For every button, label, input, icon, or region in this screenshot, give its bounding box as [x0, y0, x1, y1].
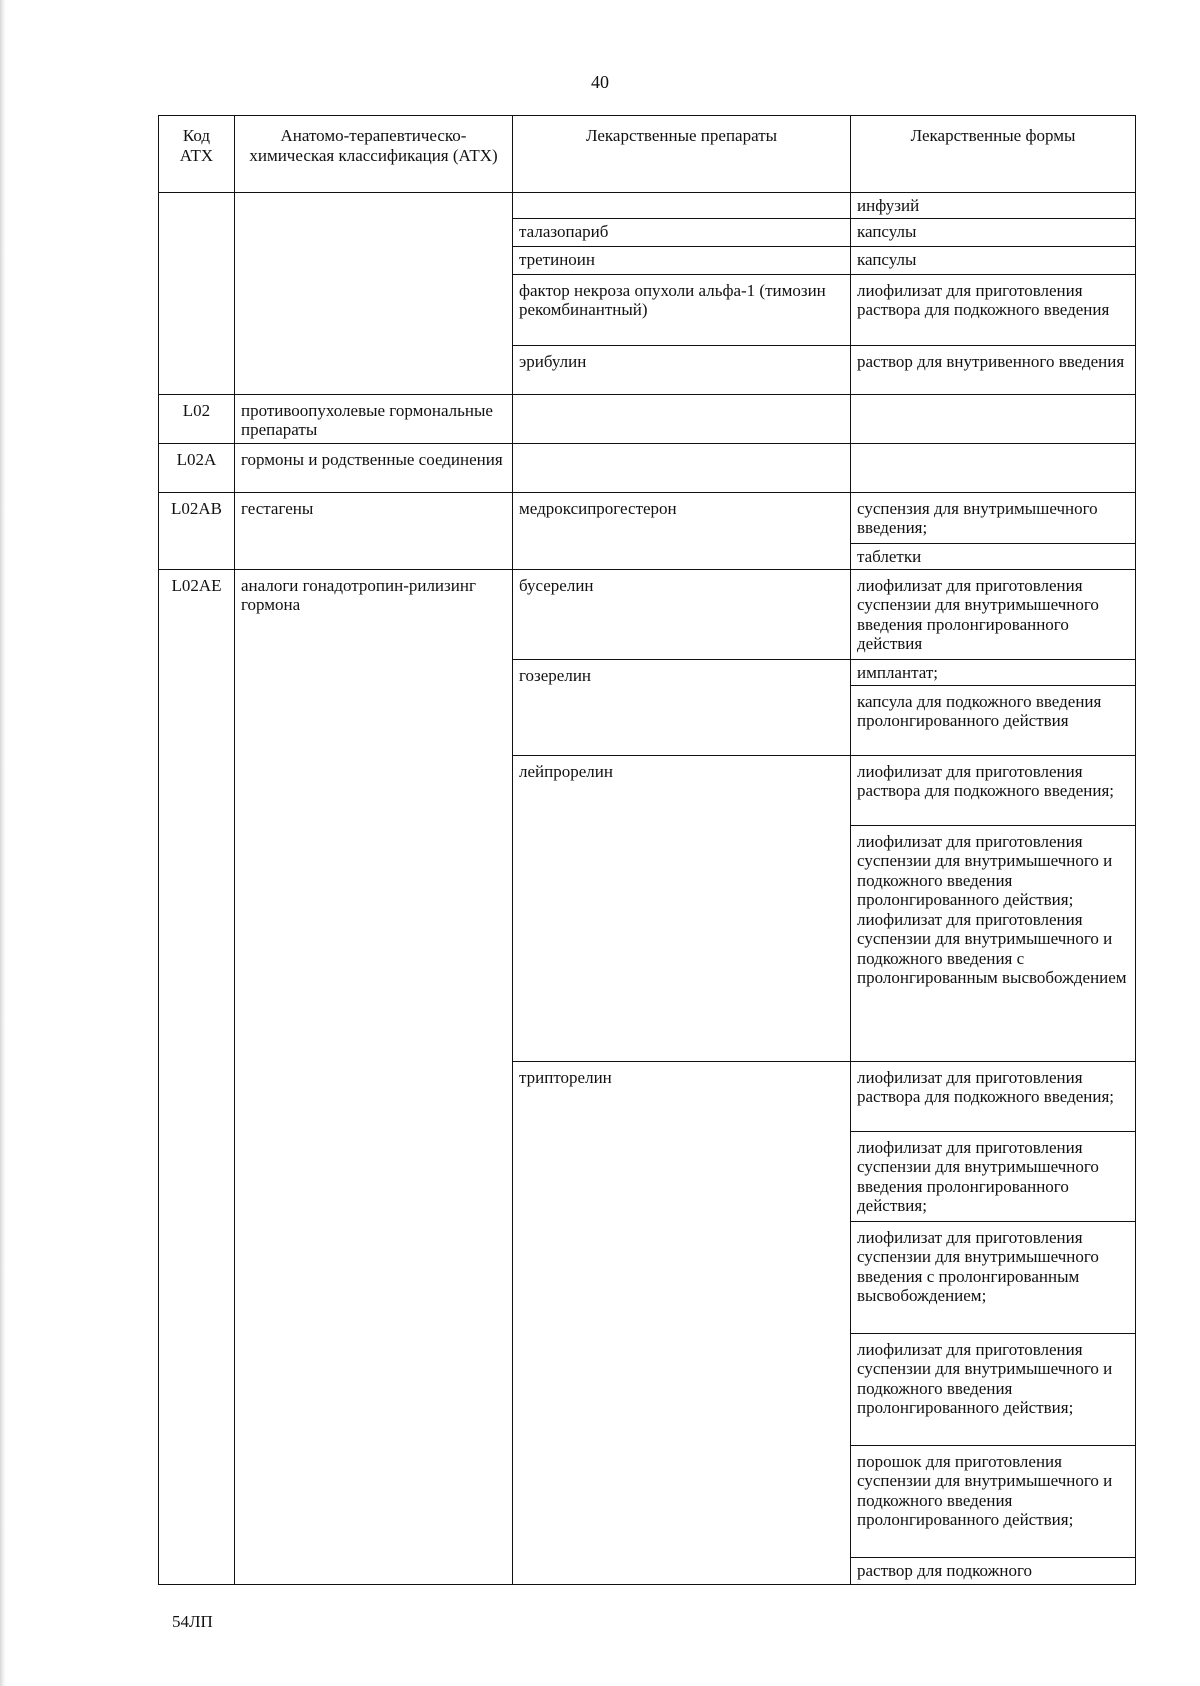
- form-cell: лиофилизат для приготовления суспензии для внутримышечного введения пролонгированного действия: [851, 569, 1136, 659]
- form-cell: раствор для подкожного: [851, 1557, 1136, 1584]
- code-cell-empty: [159, 193, 235, 395]
- atc-code-cell: L02A: [159, 443, 235, 492]
- table-row: [159, 569, 1136, 659]
- form-cell: таблетки: [851, 543, 1136, 569]
- form-cell: лиофилизат для приготовления суспензии для внутримышечного и подкожного введения пролонгированного действия; лиофилизат для приготовления суспензии для внутримышечного и подкожного введения с пролонгированным высвобождением: [851, 825, 1136, 1061]
- form-cell-empty: [851, 443, 1136, 492]
- form-cell: раствор для внутривенного введения: [851, 345, 1136, 394]
- class-cell: противоопухолевые гормональные препараты: [235, 394, 513, 443]
- scan-edge: [0, 0, 6, 1686]
- table-row: [159, 193, 1136, 219]
- page-number: 40: [591, 72, 609, 92]
- header-dosage-forms: Лекарственные формы: [851, 116, 1136, 193]
- drug-cell: третиноин: [513, 246, 851, 274]
- drug-cell: бусерелин: [513, 569, 851, 659]
- form-cell: инфузий: [851, 193, 1136, 219]
- drug-cell: медроксипрогестерон: [513, 492, 851, 569]
- form-cell: капсула для подкожного введения пролонгированного действия: [851, 685, 1136, 755]
- header-drugs: Лекарственные препараты: [513, 116, 851, 193]
- drug-cell-empty: [513, 443, 851, 492]
- drug-cell: трипторелин: [513, 1061, 851, 1584]
- form-cell: лиофилизат для приготовления раствора для подкожного введения: [851, 274, 1136, 345]
- form-cell-empty: [851, 394, 1136, 443]
- table-row: [159, 394, 1136, 443]
- atc-code-cell: L02: [159, 394, 235, 443]
- form-cell: капсулы: [851, 246, 1136, 274]
- form-cell: капсулы: [851, 218, 1136, 246]
- class-cell-empty: [235, 193, 513, 395]
- table-header-row: [159, 116, 1136, 193]
- atc-table-frame: [158, 115, 1136, 1585]
- drug-cell: эрибулин: [513, 345, 851, 394]
- form-cell: суспензия для внутримышечного введения;: [851, 492, 1136, 543]
- form-cell: лиофилизат для приготовления раствора для подкожного введения;: [851, 755, 1136, 825]
- drug-cell: талазопариб: [513, 218, 851, 246]
- atc-code-cell: L02AE: [159, 569, 235, 1584]
- header-atc-code: Код АТХ: [159, 116, 235, 193]
- form-cell: порошок для приготовления суспензии для внутримышечного и подкожного введения пролонгированного действия;: [851, 1445, 1136, 1557]
- atc-code-cell: L02AB: [159, 492, 235, 569]
- table-row: [159, 492, 1136, 543]
- form-cell: лиофилизат для приготовления суспензии для внутримышечного введения с пролонгированным высвобождением;: [851, 1221, 1136, 1333]
- class-cell: аналоги гонадотропин-рилизинг гормона: [235, 569, 513, 1584]
- form-cell: лиофилизат для приготовления суспензии для внутримышечного и подкожного введения пролонгированного действия;: [851, 1333, 1136, 1445]
- class-cell: гормоны и родственные соединения: [235, 443, 513, 492]
- form-cell: лиофилизат для приготовления раствора для подкожного введения;: [851, 1061, 1136, 1131]
- class-cell: гестагены: [235, 492, 513, 569]
- drug-cell: фактор некроза опухоли альфа-1 (тимозин рекомбинантный): [513, 274, 851, 345]
- drug-cell-empty: [513, 193, 851, 219]
- table-row: [159, 443, 1136, 492]
- drug-cell: лейпрорелин: [513, 755, 851, 1061]
- header-atc-classification: Анатомо-терапевтическо-химическая классификация (АТХ): [235, 116, 513, 193]
- footer-document-code: 54ЛП: [172, 1612, 213, 1631]
- drug-cell: гозерелин: [513, 659, 851, 755]
- atc-drug-table: [158, 115, 1136, 1585]
- form-cell: лиофилизат для приготовления суспензии для внутримышечного введения пролонгированного действия;: [851, 1131, 1136, 1221]
- drug-cell-empty: [513, 394, 851, 443]
- form-cell: имплантат;: [851, 659, 1136, 685]
